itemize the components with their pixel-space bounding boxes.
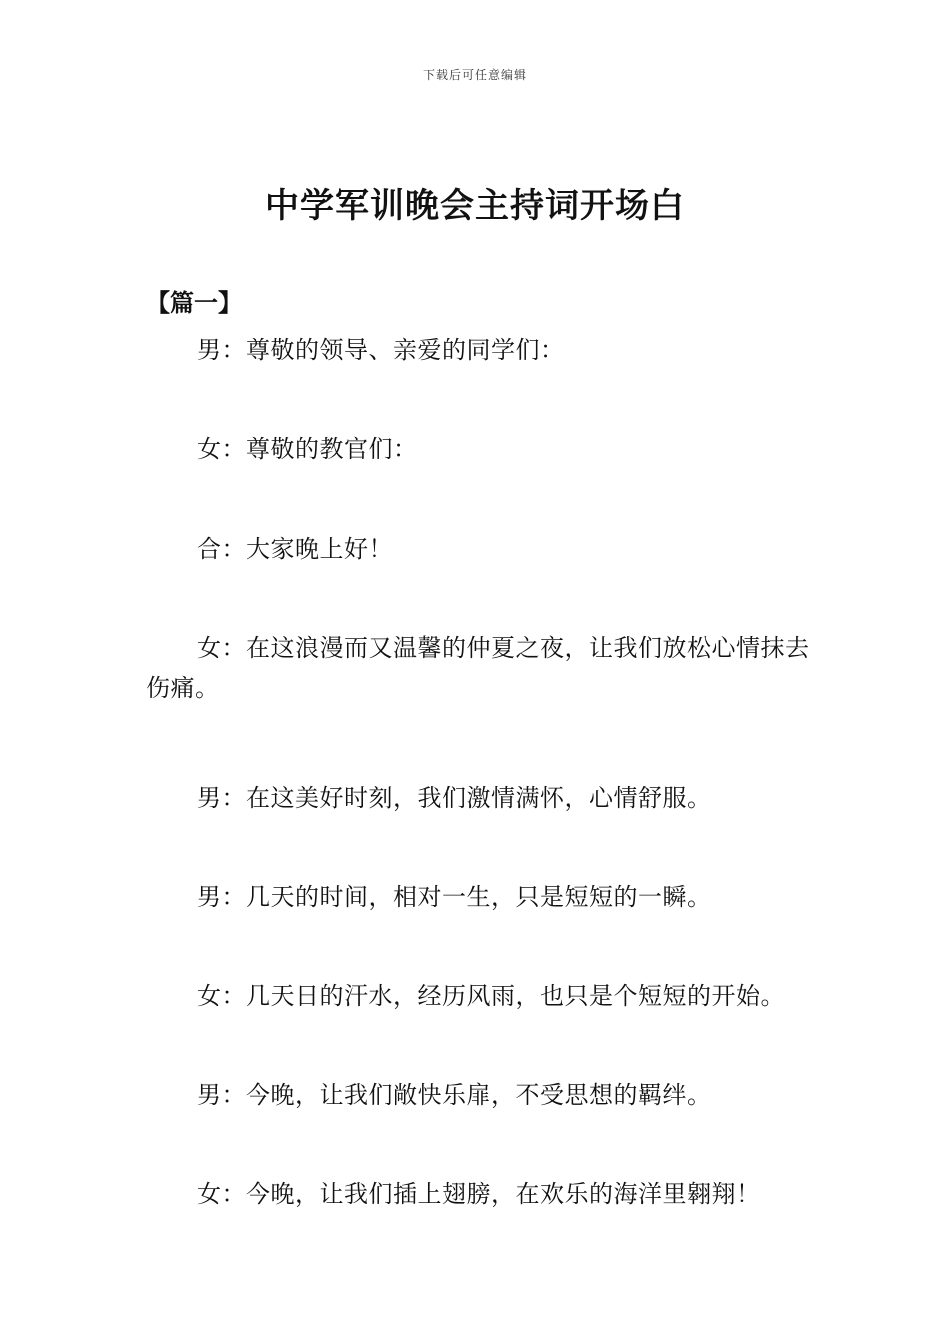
section-label: 【篇一】 xyxy=(146,288,242,317)
dialogue-paragraph: 男：在这美好时刻，我们激情满怀，心情舒服。 xyxy=(197,784,712,812)
dialogue-paragraph: 男：几天的时间，相对一生，只是短短的一瞬。 xyxy=(197,883,712,911)
dialogue-paragraph: 男：尊敬的领导、亲爱的同学们： xyxy=(197,336,565,364)
dialogue-paragraph: 男：今晚，让我们敞快乐扉，不受思想的羁绊。 xyxy=(197,1081,712,1109)
dialogue-paragraph: 合：大家晚上好！ xyxy=(197,535,393,563)
dialogue-paragraph: 女：尊敬的教官们： xyxy=(197,435,418,463)
dialogue-paragraph: 女：今晚，让我们插上翅膀，在欢乐的海洋里翱翔！ xyxy=(197,1180,761,1208)
document-title: 中学军训晚会主持词开场白 xyxy=(265,186,685,226)
header-note: 下载后可任意编辑 xyxy=(422,68,527,82)
dialogue-paragraph: 女：几天日的汗水，经历风雨，也只是个短短的开始。 xyxy=(197,982,785,1010)
dialogue-paragraph: 女：在这浪漫而又温馨的仲夏之夜，让我们放松心情抹去伤痛。 xyxy=(146,634,810,702)
